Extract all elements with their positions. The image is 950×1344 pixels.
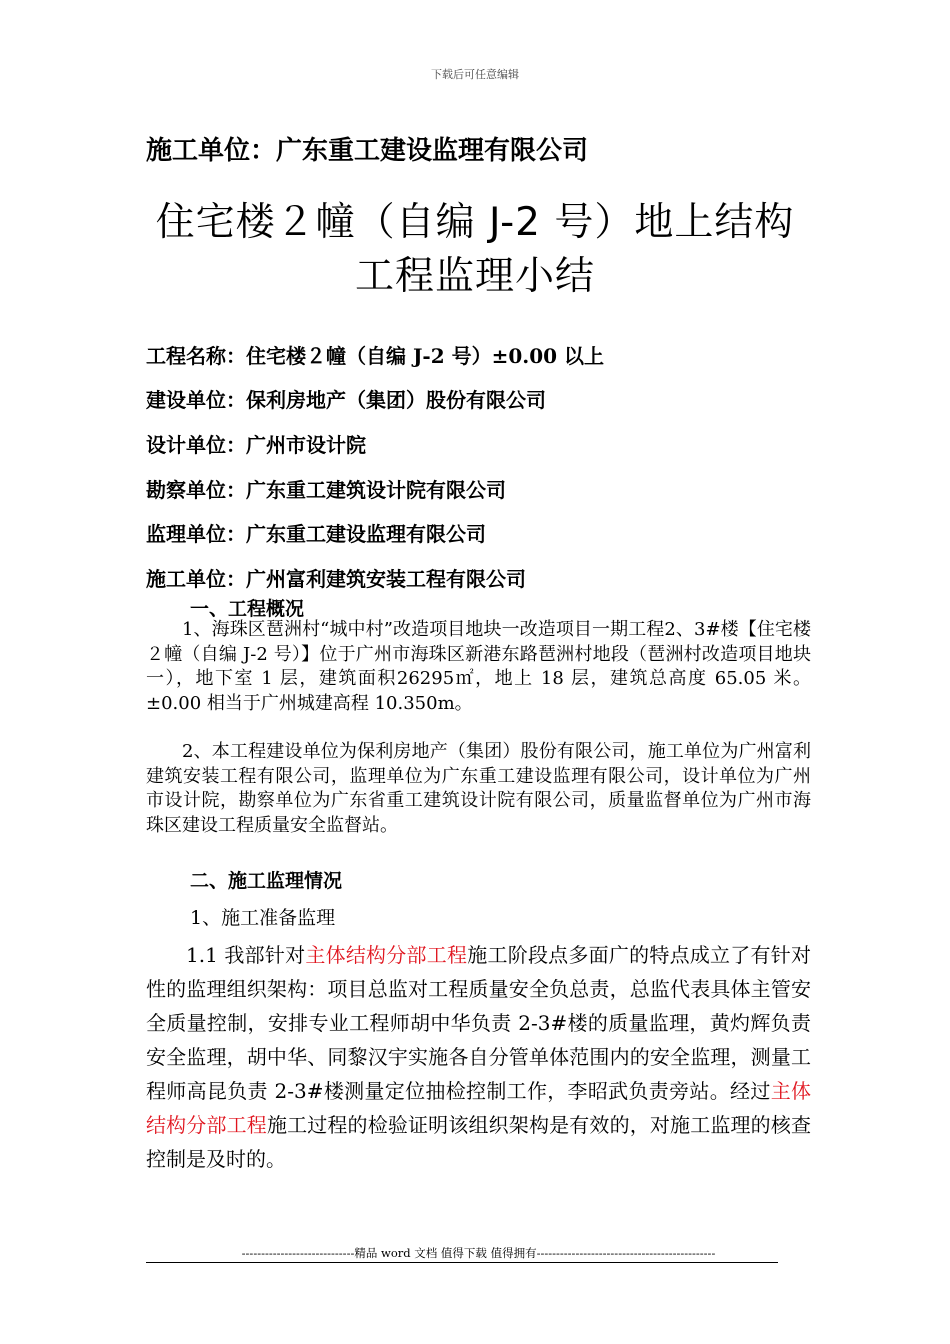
paragraph-text-a: 1.1 我部针对	[186, 943, 306, 967]
info-contractor: 施工单位：广州富利建筑安装工程有限公司	[146, 567, 526, 591]
section2-sub-heading: 1、施工准备监理	[190, 907, 336, 929]
title-line-1: 住宅楼２幢（自编 J-2 号）地上结构	[155, 200, 795, 245]
info-surveyor: 勘察单位：广东重工建筑设计院有限公司	[146, 478, 506, 502]
document-title	[120, 196, 830, 304]
footer-divider	[146, 1262, 778, 1263]
title-line-2: 工程监理小结	[354, 254, 595, 299]
info-builder: 建设单位：保利房地产（集团）股份有限公司	[146, 388, 546, 412]
section1-paragraph-1: 1、海珠区琶洲村“城中村”改造项目地块一改造项目一期工程2、3#楼【住宅楼２幢（自编 J-2 号）】位于广州市海珠区新港东路琶洲村地段（琶洲村改造项目地块一），地下室 1 层，建筑面积26295㎡，地上 18 层，建筑总高度 65.05 米。±0.00 相当于广州城建高程 10.350m。	[146, 619, 811, 714]
info-project: 工程名称：住宅楼２幢（自编 J-2 号）±0.00 以上	[146, 344, 605, 368]
header-note: 下载后可任意编辑	[431, 68, 519, 81]
section2-paragraph	[146, 938, 811, 1176]
info-supervisor: 监理单位：广东重工建设监理有限公司	[146, 522, 486, 546]
highlight-text-1: 主体结构分部工程	[305, 943, 468, 967]
footer-note: -----------------------------精品 word 文档 值得下载 值得拥有----------------------------------------------	[241, 1246, 716, 1260]
section1-paragraph-2: 2、本工程建设单位为保利房地产（集团）股份有限公司，施工单位为广州富利建筑安装工程有限公司，监理单位为广东重工建设监理有限公司，设计单位为广州市设计院，勘察单位为广东省重工建筑设计院有限公司，质量监督单位为广州市海珠区建设工程质量安全监督站。	[146, 741, 811, 836]
section2-heading: 二、施工监理情况	[190, 870, 343, 892]
construction-unit-heading: 施工单位：广东重工建设监理有限公司	[146, 136, 589, 166]
info-designer: 设计单位：广州市设计院	[146, 433, 366, 457]
highlight-text-2: 主体结构分部工程	[146, 1079, 811, 1137]
paragraph-text-b: 施工阶段点多面广的特点成立了有针对性的监理组织架构：项目总监对工程质量安全负总责，总监代表具体主管安全质量控制，安排专业工程师胡中华负责 2-3#楼的质量监理，黄灼辉负责安全监理，胡中华、同黎汉宇实施各自分管单体范围内的安全监理，测量工程师高昆负责 2-3#楼测量定位抽检控制工作，李昭武负责旁站。经过	[146, 943, 812, 1103]
section1-heading: 一、工程概况	[190, 598, 305, 620]
paragraph-text-c: 施工过程的检验证明该组织架构是有效的，对施工监理的核查控制是及时的。	[146, 1113, 811, 1171]
